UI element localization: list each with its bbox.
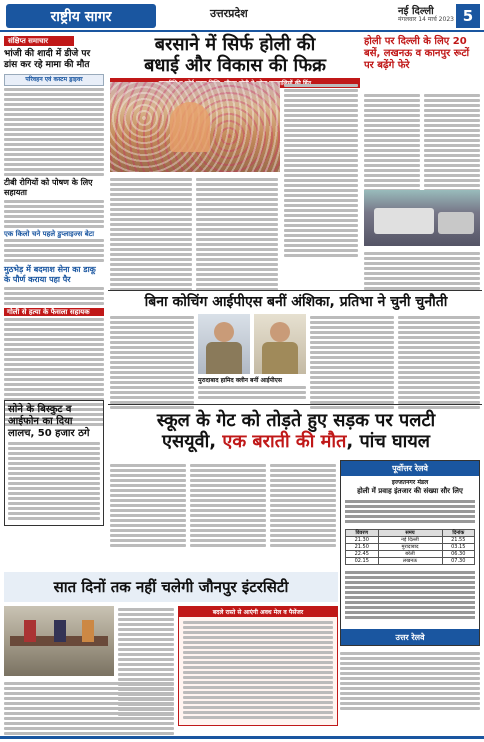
notice-th-1: विवरण	[346, 530, 379, 536]
notice-cell: 06.30	[451, 551, 466, 557]
notice-header: पूर्वोत्तर रेलवे	[341, 461, 479, 476]
notice-cell: 03.15	[451, 544, 466, 550]
accident-title-suv: एसयूवी,	[162, 431, 223, 452]
story-title-dj: भांजी की शादी में डीजे पर डांस कर रहे मामा की मौत	[4, 49, 91, 70]
notice-title: होली में प्रवाह इंतजार की संख्या सौर लिए	[357, 487, 463, 495]
bus-text-col2	[424, 92, 480, 194]
ips-text-col3	[310, 314, 394, 411]
ips-byline: मुरादाबाद हामिद क्लीन बनीं आईपीएस	[198, 377, 282, 384]
notice-th-2: समय	[379, 530, 443, 536]
notice-cell: 21.50	[346, 544, 379, 550]
accident-text-col3	[270, 462, 336, 549]
story-title-encounter: मुठभेड़ में बदमाश सेना का डाकू के पौर्ण कराया पहा पैर	[4, 265, 96, 284]
intercity-text-lower	[4, 680, 174, 737]
accident-story	[110, 410, 482, 453]
intercity-box	[178, 606, 338, 726]
notice-cell: 02.15	[346, 558, 379, 564]
intercity-photo	[4, 606, 114, 676]
story-title-gold: सोने के बिस्कुट व आईफोन का दिया लालच, 50 हजार ठगे	[8, 404, 90, 439]
brief-news-label: संक्षिप्त समाचार	[4, 36, 74, 46]
ips-photo-pratibha	[254, 314, 306, 374]
lead-text-col1	[110, 176, 192, 293]
accident-title-line1: स्कूल के गेट को तोड़ते हुए सड़क पर पलटी	[156, 410, 436, 431]
bus-photo	[364, 190, 480, 246]
notice-th-3: दिनांक	[452, 530, 465, 536]
intercity-title: सात दिनों तक नहीं चलेगी जौनपुर इंटरसिटी	[53, 578, 289, 596]
bus-story-title: होली पर दिल्ली के लिए 20 बसें, लखनऊ व कानपुर रूटों पर बढ़ेंगे फेरे	[364, 36, 470, 71]
notice-cell: 21.55	[451, 537, 466, 543]
notice-cell: नई दिल्ली	[379, 537, 443, 543]
notice-cell: 21.30	[346, 537, 379, 543]
masthead: राष्ट्रीय सागर	[6, 4, 156, 28]
notice-cell: 07.30	[451, 558, 466, 564]
ips-caption	[198, 378, 306, 401]
lead-text-col3	[284, 82, 358, 259]
bus-text-col1	[364, 92, 420, 194]
lead-title-line2: बधाई और विकास की फिक्र	[144, 55, 326, 76]
lead-photo-crowd	[110, 82, 280, 172]
right-lower-text	[340, 650, 480, 712]
lead-subline: बजवालियों	[110, 78, 360, 88]
accident-title-tail: , पांच घायल	[346, 431, 430, 452]
intercity-title-band	[4, 572, 338, 602]
date-line: मंगलवार 14 मार्च 2023	[398, 16, 454, 23]
lead-text-col2	[196, 176, 278, 293]
lead-story	[110, 34, 360, 88]
story-sub-chana: एक किलो चने पहले डुप्लाइज्स बेटा	[4, 230, 95, 238]
notice-table	[345, 529, 475, 565]
gold-scam-box	[4, 400, 104, 526]
page-header	[0, 0, 484, 32]
bus-text-lower	[364, 250, 480, 292]
railway-notice	[340, 460, 480, 646]
story-label-driver: परिवहन एवं कस्टम ड्राइवर	[25, 76, 83, 83]
lead-title-line1: बरसाने में सिर्फ होली की	[154, 34, 316, 55]
section-name: उत्तरप्रदेश	[210, 7, 248, 20]
left-column	[4, 36, 104, 428]
ips-photo-anshika	[198, 314, 250, 374]
ips-story-title: बिना कोचिंग आईपीएस बनीं अंशिका, प्रतिभा ने चुनी चुनौती	[144, 294, 448, 310]
accident-title-death: एक बराती की मौत	[222, 431, 347, 452]
edition-city: नई दिल्ली	[398, 6, 434, 17]
ips-text-col4	[398, 314, 480, 411]
page-number: 5	[456, 4, 480, 28]
accident-text-col1	[110, 462, 186, 549]
notice-cell: लखनऊ	[379, 558, 443, 564]
intercity-box-title: बदले रास्ते से आएंगी अवध मेल व पैसेंजर	[179, 607, 337, 617]
bus-story	[364, 36, 480, 72]
accident-text-col2	[190, 462, 266, 549]
notice-footer: उत्तर रेलवे	[341, 629, 479, 645]
story-label-murder: गोली से हत्या के फैसला सहायक	[4, 308, 104, 316]
notice-sub: इज्जतनगर मंडल	[391, 479, 429, 486]
notice-cell: मुरादाबाद	[379, 544, 443, 550]
story-title-tb: टीबी रोगियों को पोषण के लिए सहायता	[4, 178, 93, 197]
notice-cell: बरेली	[379, 551, 443, 557]
ips-text-col1	[110, 314, 194, 411]
notice-cell: 22.45	[346, 551, 379, 557]
